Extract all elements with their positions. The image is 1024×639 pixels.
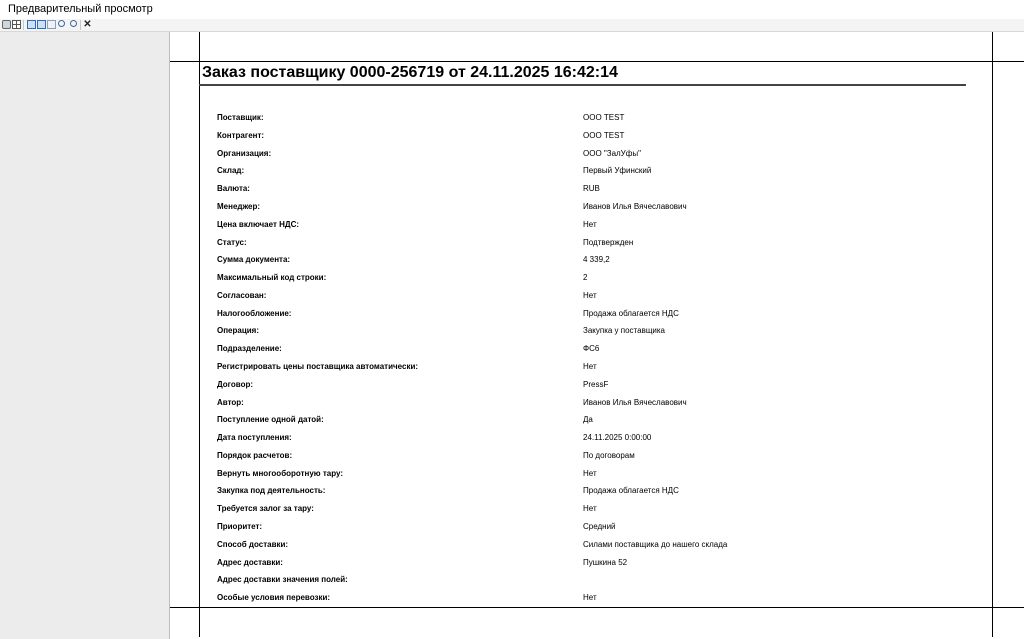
field-value: По договорам — [583, 450, 635, 460]
field-label: Адрес доставки: — [217, 557, 283, 567]
field-value: ООО "ЗалУфы" — [583, 148, 641, 158]
grid-icon[interactable] — [12, 20, 21, 29]
field-value: ООО TEST — [583, 130, 625, 140]
document-title: Заказ поставщику 0000-256719 от 24.11.2025 16:42:14 — [202, 64, 618, 81]
field-value: Силами поставщика до нашего склада — [583, 539, 728, 549]
field-label: Порядок расчетов: — [217, 450, 293, 460]
field-row — [170, 504, 970, 518]
two-page-icon[interactable] — [37, 20, 46, 29]
preview-toolbar — [0, 19, 1024, 32]
field-value: PressF — [583, 379, 609, 389]
field-label: Согласован: — [217, 290, 267, 300]
field-label: Контрагент: — [217, 130, 265, 140]
zoom-out-icon[interactable] — [70, 20, 79, 29]
field-value: Продажа облагается НДС — [583, 308, 679, 318]
document-page — [169, 32, 1024, 639]
field-row — [170, 326, 970, 340]
field-label: Приоритет: — [217, 521, 263, 531]
field-row — [170, 398, 970, 412]
field-row — [170, 113, 970, 127]
field-label: Адрес доставки значения полей: — [217, 575, 348, 585]
field-row — [170, 273, 970, 287]
field-value: Иванов Илья Вячеславович — [583, 201, 687, 211]
field-value: Иванов Илья Вячеславович — [583, 397, 687, 407]
field-value: Пушкина 52 — [583, 557, 628, 567]
field-row — [170, 380, 970, 394]
field-value: Да — [583, 415, 593, 425]
field-value: Нет — [583, 504, 597, 514]
field-row — [170, 344, 970, 358]
field-row — [170, 558, 970, 572]
field-value: RUB — [583, 184, 600, 194]
field-value: Продажа облагается НДС — [583, 486, 679, 496]
field-label: Организация: — [217, 148, 272, 158]
field-row — [170, 291, 970, 305]
single-page-icon[interactable] — [27, 20, 36, 29]
field-row — [170, 149, 970, 163]
field-row — [170, 238, 970, 252]
page-view-icon[interactable] — [47, 20, 56, 29]
field-row — [170, 131, 970, 145]
field-label: Склад: — [217, 166, 245, 176]
field-value: Нет — [583, 361, 597, 371]
field-value: 24.11.2025 0:00:00 — [583, 433, 652, 442]
margin-line-bottom — [170, 607, 1024, 608]
field-label: Максимальный код строки: — [217, 273, 327, 282]
field-label: Налогообложение: — [217, 308, 292, 318]
field-value: Закупка у поставщика — [583, 326, 666, 336]
field-value: ФС6 — [583, 344, 600, 354]
margin-line-right — [992, 32, 993, 637]
field-row — [170, 184, 970, 198]
zoom-in-icon[interactable] — [58, 20, 67, 29]
field-row — [170, 593, 970, 607]
field-row — [170, 522, 970, 536]
field-row — [170, 202, 970, 216]
toolbar-separator — [23, 20, 24, 30]
field-value: Нет — [583, 290, 597, 300]
field-label: Поступление одной датой: — [217, 415, 324, 425]
field-row — [170, 220, 970, 234]
title-underline — [199, 84, 966, 86]
field-label: Статус: — [217, 237, 247, 247]
field-label: Вернуть многооборотную тару: — [217, 468, 343, 478]
field-value: Нет — [583, 593, 597, 603]
field-row — [170, 166, 970, 180]
field-value: 2 — [583, 273, 588, 282]
field-value: Подтвержден — [583, 237, 634, 247]
field-label: Менеджер: — [217, 201, 261, 211]
field-label: Валюта: — [217, 184, 250, 194]
field-label: Поставщик: — [217, 113, 264, 122]
field-value: Средний — [583, 521, 616, 531]
toolbar-separator — [80, 20, 81, 30]
field-row — [170, 575, 970, 589]
field-row — [170, 255, 970, 269]
field-row — [170, 362, 970, 376]
print-icon[interactable] — [2, 20, 11, 29]
window-titlebar — [0, 0, 1024, 19]
field-value: 4 339,2 — [583, 255, 610, 265]
field-label: Автор: — [217, 397, 244, 407]
field-row — [170, 540, 970, 554]
field-label: Требуется залог за тару: — [217, 504, 314, 514]
field-label: Закупка под деятельность: — [217, 486, 326, 496]
field-label: Подразделение: — [217, 344, 282, 354]
field-row — [170, 309, 970, 323]
field-label: Особые условия перевозки: — [217, 593, 331, 603]
field-row — [170, 486, 970, 500]
window-title: Предварительный просмотр — [8, 3, 153, 15]
field-value: Нет — [583, 468, 597, 478]
field-label: Дата поступления: — [217, 433, 292, 442]
field-row — [170, 433, 970, 447]
field-row — [170, 415, 970, 429]
margin-line-top — [170, 61, 1024, 62]
field-label: Операция: — [217, 326, 260, 336]
field-row — [170, 451, 970, 465]
field-value: ООО TEST — [583, 113, 625, 122]
field-label: Цена включает НДС: — [217, 219, 300, 229]
field-label: Способ доставки: — [217, 539, 289, 549]
field-label: Сумма документа: — [217, 255, 291, 265]
field-row — [170, 469, 970, 483]
field-label: Регистрировать цены поставщика автоматически: — [217, 361, 419, 371]
field-label: Договор: — [217, 379, 254, 389]
field-value: Нет — [583, 219, 597, 229]
field-value: Первый Уфинский — [583, 166, 652, 176]
close-icon[interactable]: ✕ — [83, 19, 92, 30]
